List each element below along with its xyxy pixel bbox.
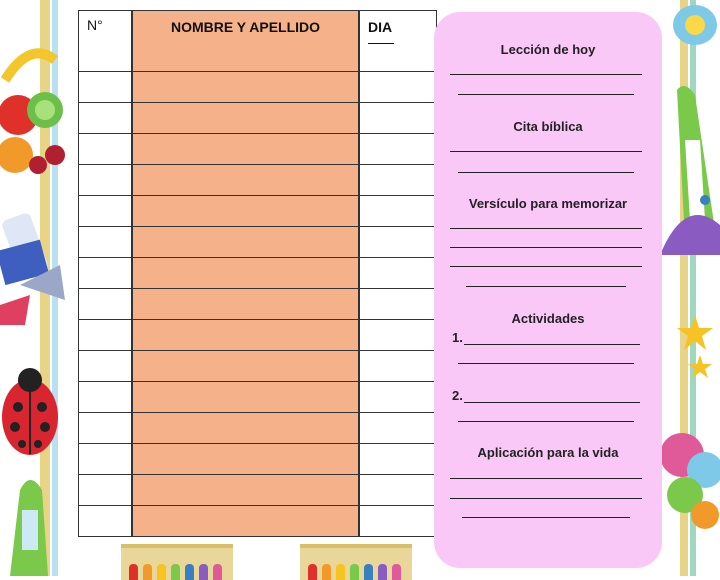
- crayon-icon: [199, 564, 208, 580]
- crayon-icon: [213, 564, 222, 580]
- name-cell[interactable]: [132, 382, 359, 413]
- answer-line[interactable]: [458, 172, 634, 173]
- number-cell[interactable]: [79, 351, 133, 382]
- crayon-box-icon: [121, 544, 233, 580]
- answer-line[interactable]: [458, 421, 634, 422]
- number-cell[interactable]: [79, 320, 133, 351]
- day-cell[interactable]: [359, 134, 437, 165]
- name-cell[interactable]: [132, 413, 359, 444]
- number-cell[interactable]: [79, 227, 133, 258]
- number-cell[interactable]: [79, 196, 133, 227]
- answer-line[interactable]: [450, 498, 642, 499]
- name-cell[interactable]: [132, 258, 359, 289]
- number-cell[interactable]: [79, 258, 133, 289]
- crayon-icon: [171, 564, 180, 580]
- day-cell[interactable]: [359, 475, 437, 506]
- activity-number-2: 2.: [452, 388, 463, 403]
- answer-line[interactable]: [450, 266, 642, 267]
- roster-row: [79, 351, 437, 382]
- number-cell[interactable]: [79, 382, 133, 413]
- candy-icon: [0, 205, 75, 325]
- memory-verse-title: Versículo para memorizar: [468, 196, 628, 211]
- day-cell[interactable]: [359, 165, 437, 196]
- crayon-icon: [157, 564, 166, 580]
- day-cell[interactable]: [359, 103, 437, 134]
- answer-line[interactable]: [450, 74, 642, 75]
- balloon-icon: [660, 415, 720, 545]
- day-cell[interactable]: [359, 72, 437, 103]
- number-cell[interactable]: [79, 475, 133, 506]
- answer-line[interactable]: [458, 94, 634, 95]
- answer-line[interactable]: [450, 228, 642, 229]
- name-cell[interactable]: [132, 165, 359, 196]
- answer-line[interactable]: [450, 247, 642, 248]
- crayon-icon: [185, 564, 194, 580]
- day-cell[interactable]: [359, 413, 437, 444]
- crayon-icon: [378, 564, 387, 580]
- number-cell[interactable]: [79, 134, 133, 165]
- name-cell[interactable]: [132, 72, 359, 103]
- roster-row: [79, 134, 437, 165]
- ladybug-icon: [0, 362, 70, 472]
- roster-row: [79, 289, 437, 320]
- name-cell[interactable]: [132, 227, 359, 258]
- header-day-label: DIA: [368, 19, 393, 35]
- day-cell[interactable]: [359, 258, 437, 289]
- rocket-icon: [0, 470, 60, 576]
- roster-row: [79, 413, 437, 444]
- crayon-icon: [364, 564, 373, 580]
- activity-number-1: 1.: [452, 330, 463, 345]
- roster-row: [79, 227, 437, 258]
- name-cell[interactable]: [132, 506, 359, 537]
- header-number: N°: [79, 11, 133, 72]
- answer-line[interactable]: [466, 286, 626, 287]
- day-underline: [368, 43, 394, 44]
- crayon-icon: [336, 564, 345, 580]
- day-cell[interactable]: [359, 444, 437, 475]
- life-application-title: Aplicación para la vida: [477, 445, 619, 460]
- crayon-icon: [350, 564, 359, 580]
- name-cell[interactable]: [132, 289, 359, 320]
- crayon-box-icon: [300, 544, 412, 580]
- number-cell[interactable]: [79, 289, 133, 320]
- header-day: [359, 11, 437, 72]
- answer-line[interactable]: [458, 363, 634, 364]
- number-cell[interactable]: [79, 72, 133, 103]
- activities-title: Actividades: [511, 311, 585, 326]
- day-cell[interactable]: [359, 196, 437, 227]
- answer-line[interactable]: [450, 478, 642, 479]
- butterfly-icon: [665, 0, 720, 60]
- number-cell[interactable]: [79, 413, 133, 444]
- answer-line[interactable]: [464, 402, 640, 403]
- crayon-icon: [392, 564, 401, 580]
- answer-line[interactable]: [462, 517, 630, 518]
- day-cell[interactable]: [359, 320, 437, 351]
- lesson-title: Lección de hoy: [500, 42, 596, 57]
- roster-row: [79, 165, 437, 196]
- roster-row: [79, 196, 437, 227]
- umbrella-icon: [660, 195, 720, 265]
- star-icon: [670, 310, 720, 390]
- day-cell[interactable]: [359, 506, 437, 537]
- number-cell[interactable]: [79, 165, 133, 196]
- name-cell[interactable]: [132, 196, 359, 227]
- roster-row: [79, 320, 437, 351]
- number-cell[interactable]: [79, 103, 133, 134]
- fruit-icon: [0, 40, 75, 190]
- day-cell[interactable]: [359, 351, 437, 382]
- day-cell[interactable]: [359, 227, 437, 258]
- roster-row: [79, 258, 437, 289]
- roster-row: [79, 475, 437, 506]
- roster-row: [79, 506, 437, 537]
- answer-line[interactable]: [450, 151, 642, 152]
- answer-line[interactable]: [464, 344, 640, 345]
- bible-citation-title: Cita bíblica: [513, 119, 583, 134]
- name-cell[interactable]: [132, 320, 359, 351]
- roster-row: [79, 103, 437, 134]
- name-cell[interactable]: [132, 134, 359, 165]
- crayon-icon: [143, 564, 152, 580]
- lesson-card: [434, 12, 662, 568]
- crayon-icon: [322, 564, 331, 580]
- number-cell[interactable]: [79, 506, 133, 537]
- name-cell[interactable]: [132, 444, 359, 475]
- roster-row: [79, 72, 437, 103]
- roster-row: [79, 382, 437, 413]
- number-cell[interactable]: [79, 444, 133, 475]
- crayon-icon: [129, 564, 138, 580]
- name-cell[interactable]: [132, 351, 359, 382]
- name-cell[interactable]: [132, 475, 359, 506]
- header-name: NOMBRE Y APELLIDO: [132, 11, 359, 72]
- crayon-icon: [308, 564, 317, 580]
- roster-row: [79, 444, 437, 475]
- attendance-roster: [78, 10, 419, 536]
- day-cell[interactable]: [359, 289, 437, 320]
- day-cell[interactable]: [359, 382, 437, 413]
- name-cell[interactable]: [132, 103, 359, 134]
